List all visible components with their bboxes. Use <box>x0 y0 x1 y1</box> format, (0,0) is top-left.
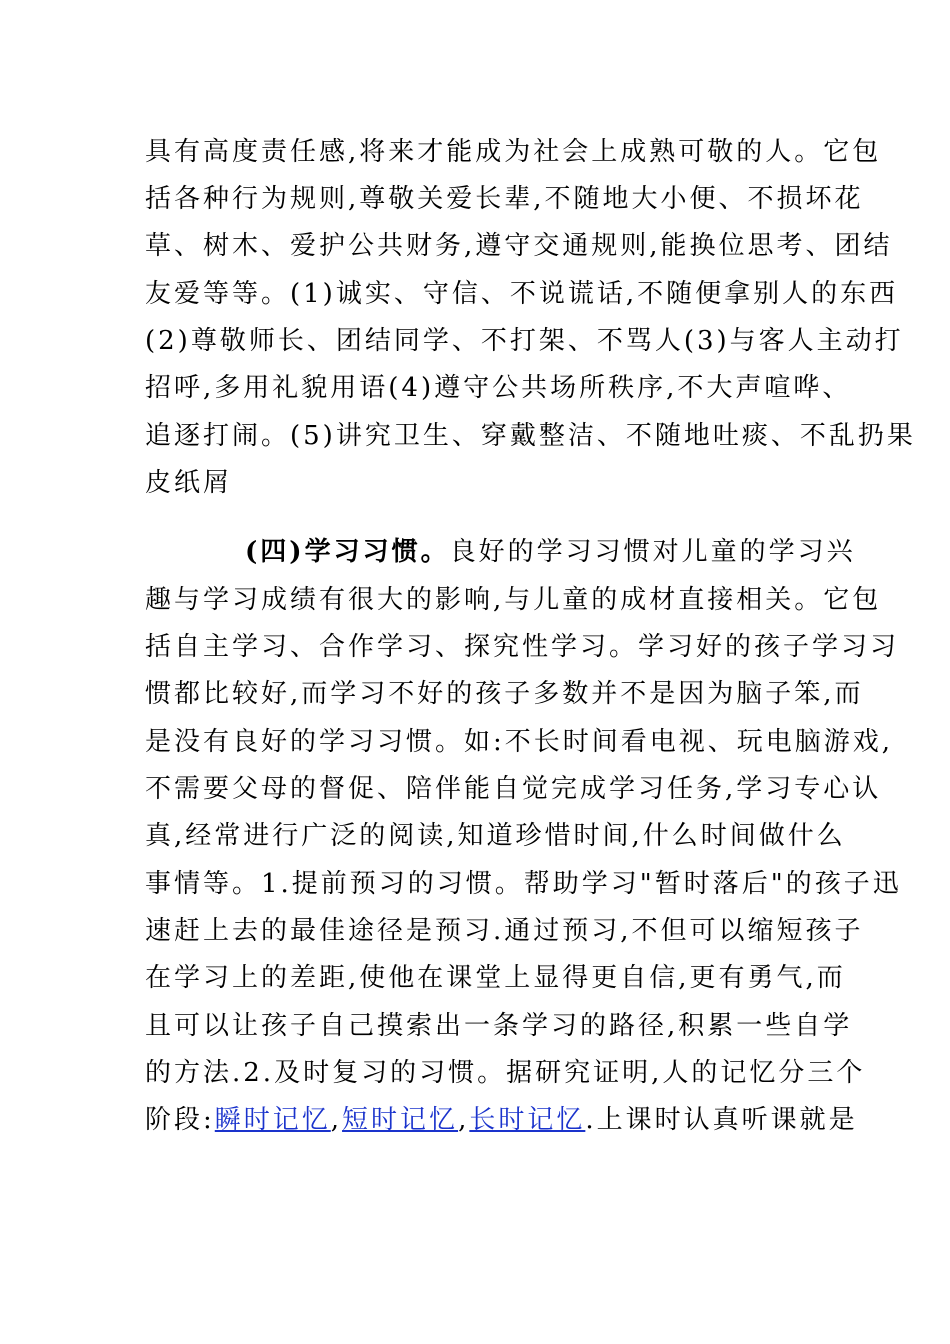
section-line: 的方法.2.及时复习的习惯。据研究证明,人的记忆分三个 <box>145 1058 866 1088</box>
paragraph-line: 皮纸屑 <box>145 468 233 498</box>
link-instant-memory[interactable]: 瞬时记忆 <box>214 1105 331 1135</box>
paragraph-line: 具有高度责任感,将来才能成为社会上成熟可敬的人。它包 <box>145 137 882 167</box>
section-line: 惯都比较好,而学习不好的孩子多数并不是因为脑子笨,而 <box>145 679 864 709</box>
section-line: 真,经常进行广泛的阅读,知道珍惜时间,什么时间做什么 <box>145 821 846 851</box>
section-line: 速赶上去的最佳途径是预习.通过预习,不但可以缩短孩子 <box>145 916 864 946</box>
section-line: 括自主学习、合作学习、探究性学习。学习好的孩子学习习 <box>145 632 900 662</box>
paragraph-line: (2)尊敬师长、团结同学、不打架、不骂人(3)与客人主动打 <box>145 326 904 356</box>
section-line: 且可以让孩子自己摸索出一条学习的路径,积累一些自学 <box>145 1011 853 1041</box>
paragraph-line: 括各种行为规则,尊敬关爱长辈,不随地大小便、不损坏花 <box>145 184 864 214</box>
paragraph-line: 草、树木、爱护公共财务,遵守交通规则,能换位思考、团结 <box>145 231 893 261</box>
separator: , <box>330 1105 343 1135</box>
paragraph-line: 追逐打闹。(5)讲究卫生、穿戴整洁、不随地吐痰、不乱扔果 <box>145 421 916 451</box>
paragraph-line: 招呼,多用礼貌用语(4)遵守公共场所秩序,不大声喧哗、 <box>145 373 852 403</box>
section-first-line-text: 良好的学习习惯对儿童的学习兴 <box>449 537 856 567</box>
section-line: 事情等。1.提前预习的习惯。帮助学习"暂时落后"的孩子迅 <box>145 869 902 899</box>
paragraph-line: 友爱等等。(1)诚实、守信、不说谎话,不随便拿别人的东西 <box>145 279 899 309</box>
link-short-term-memory[interactable]: 短时记忆 <box>342 1105 459 1135</box>
final-line-prefix: 阶段: <box>145 1105 215 1135</box>
section-first-line <box>245 532 856 572</box>
section-line: 不需要父母的督促、陪伴能自觉完成学习任务,学习专心认 <box>145 774 882 804</box>
section-line: 趣与学习成绩有很大的影响,与儿童的成材直接相关。它包 <box>145 585 882 615</box>
link-long-term-memory[interactable]: 长时记忆 <box>469 1105 586 1135</box>
section-final-line <box>145 1100 858 1140</box>
separator: , <box>458 1105 470 1135</box>
final-line-suffix: .上课时认真听课就是 <box>585 1105 858 1135</box>
section-line: 在学习上的差距,使他在课堂上显得更自信,更有勇气,而 <box>145 963 846 993</box>
section-heading: (四)学习习惯。 <box>245 537 450 567</box>
section-line: 是没有良好的学习习惯。如:不长时间看电视、玩电脑游戏, <box>145 727 894 757</box>
